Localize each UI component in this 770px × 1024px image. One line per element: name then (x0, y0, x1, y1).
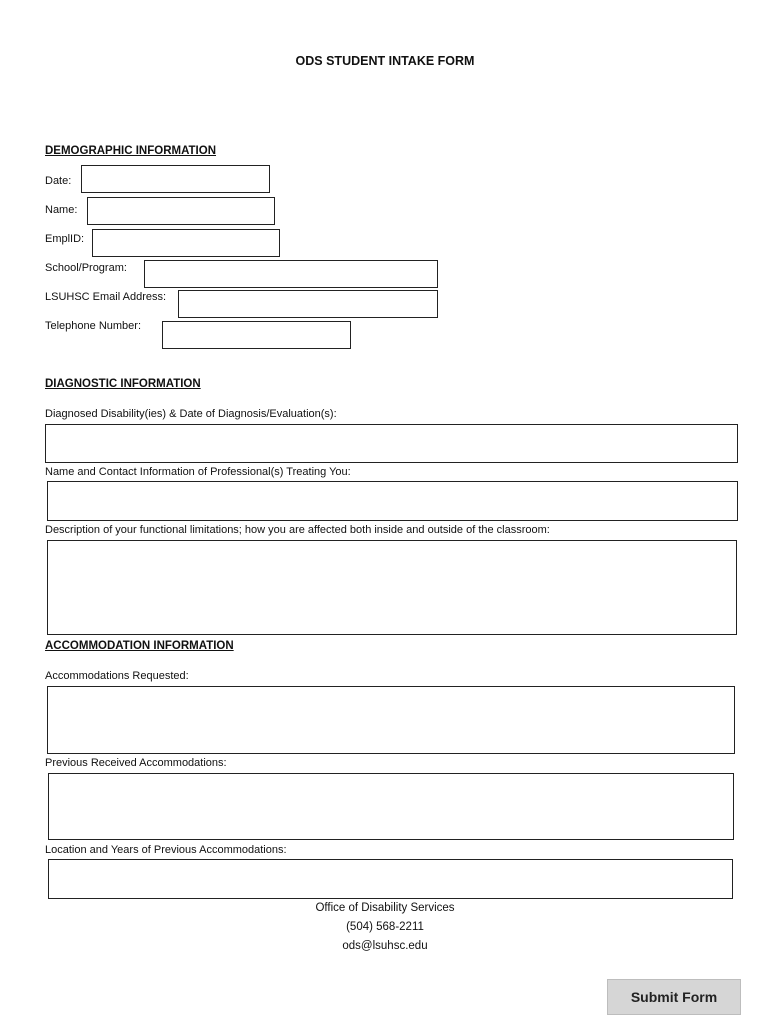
professional-field[interactable] (47, 481, 738, 521)
submit-form-button[interactable]: Submit Form (607, 979, 741, 1015)
accommodation-heading: ACCOMMODATION INFORMATION (45, 640, 234, 652)
disability-field[interactable] (45, 424, 738, 463)
telephone-label: Telephone Number: (45, 320, 142, 332)
footer-phone: (504) 568-2211 (346, 921, 424, 933)
limitations-label: Description of your functional limitations; how you are affected both inside and outside of the classroom: (45, 524, 550, 536)
professional-label: Name and Contact Information of Professional(s) Treating You: (45, 466, 351, 478)
footer-email: ods@lsuhsc.edu (342, 940, 428, 952)
previous-field[interactable] (48, 773, 734, 840)
emplid-field[interactable] (92, 229, 280, 257)
email-label: LSUHSC Email Address: (45, 291, 167, 303)
telephone-field[interactable] (162, 321, 351, 349)
emplid-label: EmplID: (45, 233, 85, 245)
location-label: Location and Years of Previous Accommodations: (45, 844, 287, 856)
name-label: Name: (45, 204, 78, 216)
form-title: ODS STUDENT INTAKE FORM (295, 54, 475, 68)
date-label: Date: (45, 175, 72, 187)
requested-label: Accommodations Requested: (45, 670, 189, 682)
demographic-heading: DEMOGRAPHIC INFORMATION (45, 145, 217, 157)
disability-label: Diagnosed Disability(ies) & Date of Diagnosis/Evaluation(s): (45, 408, 337, 420)
requested-field[interactable] (47, 686, 735, 754)
email-field[interactable] (178, 290, 438, 318)
previous-label: Previous Received Accommodations: (45, 757, 227, 769)
location-field[interactable] (48, 859, 733, 899)
school-program-label: School/Program: (45, 262, 127, 274)
school-program-field[interactable] (144, 260, 438, 288)
date-field[interactable] (81, 165, 270, 193)
diagnostic-heading: DIAGNOSTIC INFORMATION (45, 378, 201, 390)
name-field[interactable] (87, 197, 275, 225)
limitations-field[interactable] (47, 540, 737, 635)
footer-office: Office of Disability Services (315, 902, 455, 914)
